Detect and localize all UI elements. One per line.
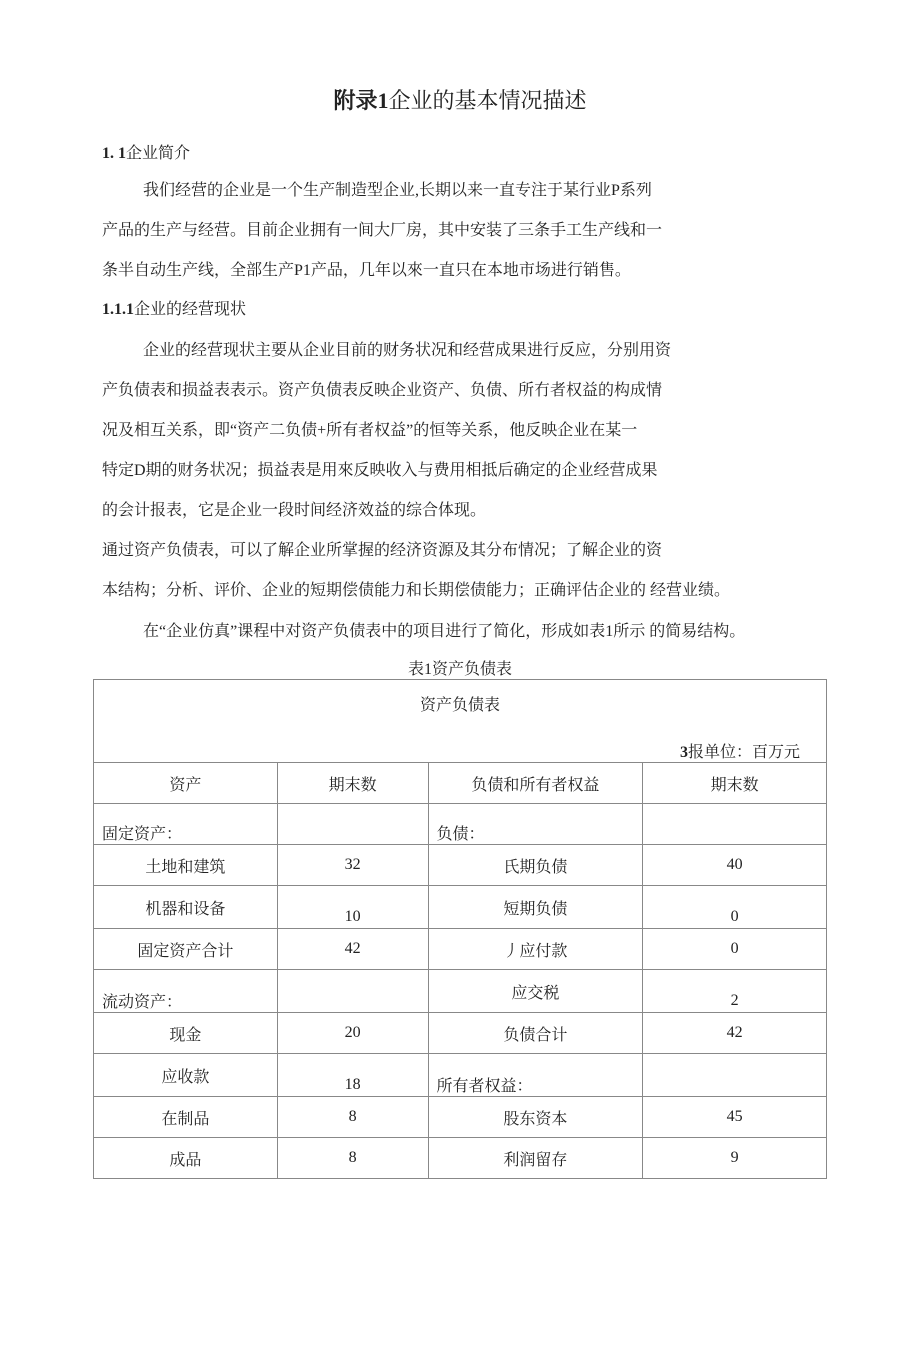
table-cell: 应收款 <box>94 1054 278 1097</box>
table-row <box>94 1138 827 1179</box>
unit-number: 3 <box>679 744 688 761</box>
table-cell: 土地和建筑 <box>94 845 278 886</box>
table-cell <box>643 804 827 845</box>
paragraph-line: 况及相互关系，即“资产二负债+所有者权益”的恒等关系，他反映企业在某一 <box>102 422 638 439</box>
section-heading-1-1 <box>102 140 190 163</box>
table-row <box>94 1097 827 1138</box>
table-cell: 利润留存 <box>428 1138 643 1179</box>
paragraph-line: 本结构；分析、评价、企业的短期偿债能力和长期偿债能力；正确评估企业的 经营业绩。 <box>102 582 731 599</box>
table-title-cell <box>94 680 827 763</box>
table-cell: 负债： <box>428 804 643 845</box>
column-header: 负债和所有者权益 <box>428 763 643 804</box>
section-text: 企业简介 <box>126 145 191 162</box>
table-row <box>94 804 827 845</box>
paragraph-line: 我们经营的企业是一个生产制造型企业,长期以来一直专注于某行业P系列 <box>143 182 652 199</box>
paragraph-line: 产负债表和损益表表示。资产负债表反映企业资产、负债、所冇者权益的构成情 <box>102 382 663 399</box>
table-cell: 9 <box>643 1138 827 1179</box>
table-cell: 42 <box>643 1013 827 1054</box>
table-cell: 40 <box>643 845 827 886</box>
table-caption: 表1资产负债表 <box>407 661 512 678</box>
table-cell: 10 <box>277 886 428 929</box>
table-cell <box>643 1054 827 1097</box>
table-cell: 负债合计 <box>428 1013 643 1054</box>
paragraph-line: 特定D期的财务状况；损益表是用來反映收入与费用相抵后确定的企业经营成果 <box>102 462 658 479</box>
table-cell: 固定资产合计 <box>94 929 278 970</box>
table-row <box>94 929 827 970</box>
table-cell: 丿应付款 <box>428 929 643 970</box>
table-row <box>94 1013 827 1054</box>
unit-label <box>680 739 800 762</box>
table-cell: 所有者权益： <box>428 1054 643 1097</box>
table-cell: 短期负债 <box>428 886 643 929</box>
table-cell: 股东资本 <box>428 1097 643 1138</box>
table-cell <box>277 970 428 1013</box>
table-cell: 8 <box>277 1138 428 1179</box>
table-cell: 20 <box>277 1013 428 1054</box>
table-row <box>94 970 827 1013</box>
table-cell: 18 <box>277 1054 428 1097</box>
section-heading-1-1-1 <box>102 296 246 319</box>
table-cell: 2 <box>643 970 827 1013</box>
table-cell: 在制品 <box>94 1097 278 1138</box>
section-number: 1. 1 <box>102 145 126 162</box>
table-cell: 42 <box>277 929 428 970</box>
table-cell: 45 <box>643 1097 827 1138</box>
section-text: 企业的经营现状 <box>134 301 247 318</box>
table-row <box>94 886 827 929</box>
paragraph-line: 企业的经营现状主要从企业目前的财务状况和经营成果进行反应，分别用资 <box>143 342 672 359</box>
column-header: 资产 <box>94 763 278 804</box>
paragraph-line: 通过资产负债表，可以了解企业所掌握的经济资源及其分布情况；了解企业的资 <box>102 542 663 559</box>
table-cell <box>277 804 428 845</box>
paragraph-line: 条半自动生产线，全部生产P1产品，几年以來一直只在本地市场进行销售。 <box>102 262 631 279</box>
table-cell: 32 <box>277 845 428 886</box>
page-title <box>0 84 920 115</box>
balance-sheet-table <box>93 679 827 1179</box>
unit-text: 报单位：百万元 <box>687 744 800 761</box>
table-cell: 现金 <box>94 1013 278 1054</box>
table-cell: 8 <box>277 1097 428 1138</box>
table-cell: 0 <box>643 886 827 929</box>
title-number: 附录1 <box>333 88 389 113</box>
section-number: 1.1.1 <box>102 301 134 318</box>
table-row <box>94 1054 827 1097</box>
table-title: 资产负债表 <box>419 697 500 714</box>
table-row <box>94 845 827 886</box>
table-cell: 0 <box>643 929 827 970</box>
table-header-row <box>94 763 827 804</box>
paragraph-line: 的会计报表，它是企业一段时间经济效益的综合体现。 <box>102 502 487 519</box>
column-header: 期末数 <box>277 763 428 804</box>
table-cell: 应交税 <box>428 970 643 1013</box>
table-cell: 固定资产： <box>94 804 278 845</box>
table-cell: 氏期负债 <box>428 845 643 886</box>
paragraph-line: 产品的生产与经营。目前企业拥有一间大厂房，其中安装了三条手工生产线和一 <box>102 222 663 239</box>
table-cell: 成品 <box>94 1138 278 1179</box>
table-cell: 流动资产： <box>94 970 278 1013</box>
title-text: 企业的基本情况描述 <box>388 88 587 113</box>
paragraph-line: 在“企业仿真”课程中对资产负债表中的项目进行了简化，形成如表1所示 的简易结构。 <box>143 623 746 640</box>
column-header: 期末数 <box>643 763 827 804</box>
table-cell: 机器和设备 <box>94 886 278 929</box>
